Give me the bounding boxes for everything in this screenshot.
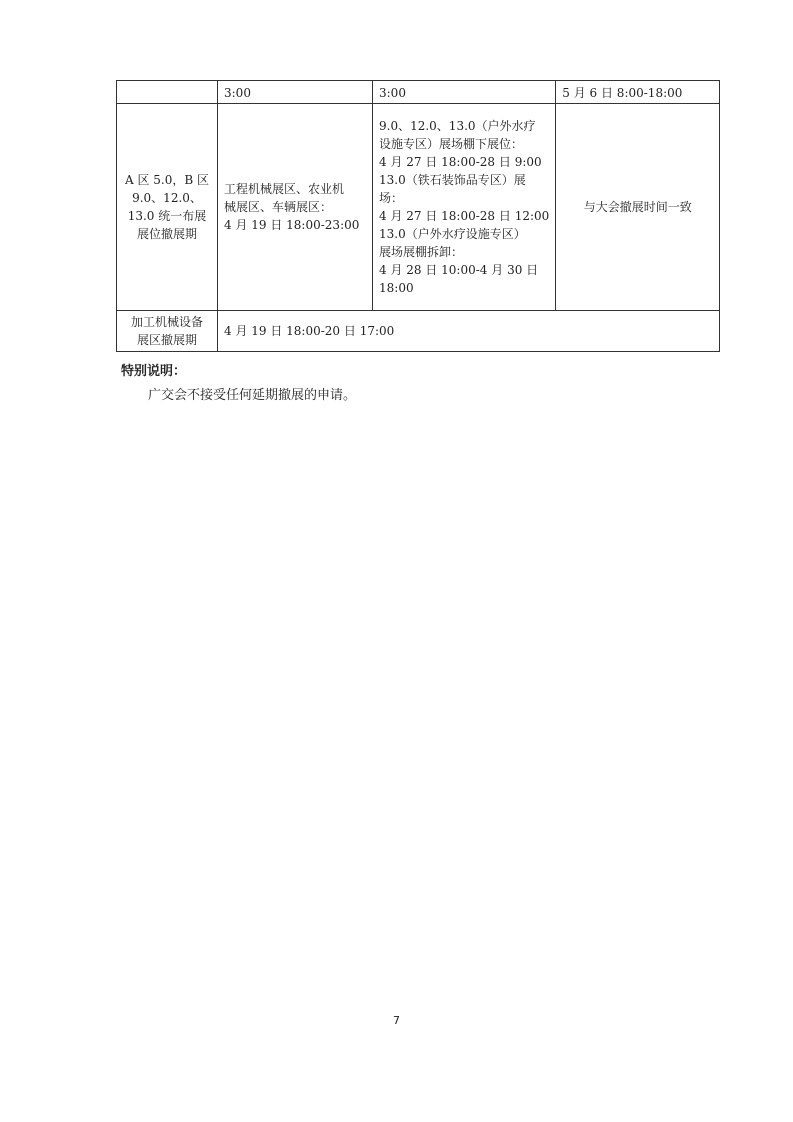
table-cell: 3:00 bbox=[218, 81, 373, 104]
cell-line: 场： bbox=[379, 191, 404, 205]
table-cell bbox=[218, 104, 373, 311]
cell-line: 9.0、12.0、 bbox=[132, 191, 202, 205]
notes-title: 特别说明： bbox=[121, 364, 187, 379]
cell-line: 13.0（铁石装饰品专区）展 bbox=[379, 173, 526, 187]
cell-line: 18:00 bbox=[379, 281, 414, 295]
table-cell bbox=[117, 81, 218, 104]
table-cell bbox=[117, 311, 218, 352]
cell-line: 4 月 28 日 10:00-4 月 30 日 bbox=[379, 263, 539, 277]
table-row bbox=[117, 311, 720, 352]
table-cell: 5 月 6 日 8:00-18:00 bbox=[556, 81, 720, 104]
cell-line: 13.0（户外水疗设施专区） bbox=[379, 227, 526, 241]
table-cell: 3:00 bbox=[373, 81, 556, 104]
table-row bbox=[117, 104, 720, 311]
cell-line: 展场展棚拆卸： bbox=[379, 245, 464, 259]
cell-line: 械展区、车辆展区： bbox=[224, 200, 333, 214]
table-cell: 4 月 19 日 18:00-20 日 17:00 bbox=[218, 311, 720, 352]
cell-line: 13.0 统一布展 bbox=[127, 209, 207, 223]
schedule-table bbox=[116, 80, 720, 352]
cell-line: A 区 5.0，B 区 bbox=[124, 173, 209, 187]
cell-line: 9.0、12.0、13.0（户外水疗 bbox=[379, 119, 536, 133]
cell-line: 4 月 27 日 18:00-28 日 12:00 bbox=[379, 209, 550, 223]
table-row bbox=[117, 81, 720, 104]
cell-line: 4 月 27 日 18:00-28 日 9:00 bbox=[379, 155, 542, 169]
cell-line: 4 月 19 日 18:00-23:00 bbox=[224, 218, 360, 232]
cell-line: 加工机械设备 bbox=[130, 315, 203, 329]
page-number: 7 bbox=[393, 1014, 400, 1027]
table-cell bbox=[373, 104, 556, 311]
table-cell: 与大会撤展时间一致 bbox=[556, 104, 720, 311]
cell-line: 工程机械展区、农业机 bbox=[224, 182, 345, 196]
cell-line: 设施专区）展场棚下展位： bbox=[379, 137, 524, 151]
notes-text: 广交会不接受任何延期撤展的申请。 bbox=[148, 388, 357, 403]
table-cell bbox=[117, 104, 218, 311]
cell-line: 展区撤展期 bbox=[136, 333, 197, 347]
cell-line: 展位撤展期 bbox=[136, 227, 197, 241]
